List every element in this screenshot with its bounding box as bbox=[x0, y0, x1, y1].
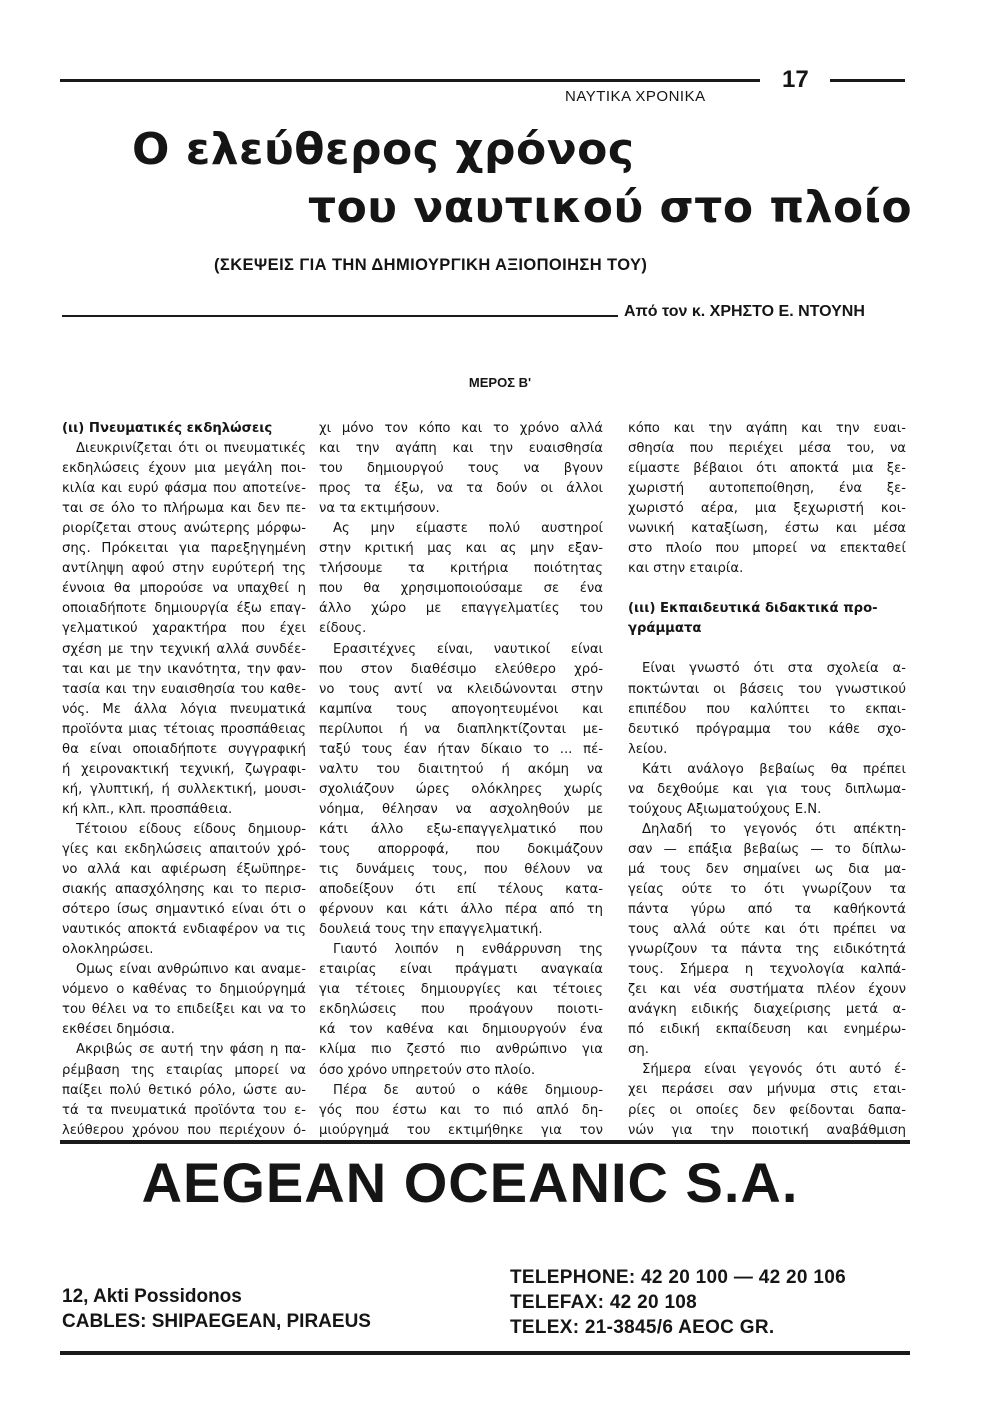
paragraph-line: ρέμβαση της εταιρίας μπορεί να bbox=[62, 1062, 306, 1078]
paragraph-line: ριορίζεται στους ανώτερης μόρφω- bbox=[62, 521, 306, 537]
paragraph-line: λείου. bbox=[628, 741, 668, 757]
paragraph-line: ζει και νέα συστήματα πλέον έχουν bbox=[628, 982, 906, 998]
paragraph-line: του θέλει να το επιδείξει και να το bbox=[62, 1002, 306, 1018]
paragraph-line: κόπο και την αγάπη και την ευαι- bbox=[628, 421, 906, 436]
paragraph-line: ρίες οι οποίες δεν φείδονται δαπα- bbox=[628, 1102, 906, 1118]
paragraph-line: δευτικό πρόγραμμα του κάθε σχο- bbox=[628, 721, 906, 737]
paragraph-line: θα είναι οποιαδήποτε συγγραφική bbox=[62, 741, 306, 757]
paragraph-line: καμπίνα τους απογοητευμένοι και bbox=[319, 701, 603, 717]
paragraph-line: όσο χρόνο υπηρετούν στο πλοίο. bbox=[319, 1062, 536, 1078]
paragraph-line: άλλο χώρο με επαγγελματίες του bbox=[319, 601, 603, 617]
paragraph-line: γνωρίζουν τα πάντα της ειδικότητά bbox=[628, 942, 906, 958]
paragraph-line: για τέτοιες δημιουργίες και τέτοιες bbox=[319, 982, 603, 998]
paragraph-line: κιλία και ευρύ φάσμα που αποτείνε- bbox=[62, 481, 306, 497]
paragraph-line: Γιαυτό λοιπόν η ενθάρρυνση της bbox=[333, 942, 603, 958]
paragraph-line: σχέση με την τεχνική αλλά συνδέε- bbox=[62, 641, 306, 657]
paragraph-line: γός που έστω και το πιό απλό δη- bbox=[319, 1102, 603, 1118]
paragraph-line: κλίμα πιο ζεστό πιο ανθρώπινο για bbox=[319, 1042, 603, 1058]
paragraph-line: ται σε όλο το πλήρωμα και δεν πε- bbox=[62, 501, 306, 517]
paragraph-line: εκδηλώσεις που προάγουν ποιοτι- bbox=[319, 1002, 603, 1018]
paragraph-line: περίλυποι ή να διαπληκτίζονται με- bbox=[319, 721, 603, 737]
advert-telex: TELEX: 21-3845/6 AEOC GR. bbox=[510, 1317, 775, 1338]
article-column-2 bbox=[319, 419, 603, 1141]
paragraph-line: νόμενο ο καθένας το δημιούργημά bbox=[62, 982, 306, 998]
paragraph-line: κά τον καθένα και δημιουργούν ένα bbox=[319, 1022, 603, 1038]
paragraph-line: να δεχθούμε και για τους διπλωμα- bbox=[628, 781, 906, 797]
paragraph-line: γείας ούτε το ότι γνωρίζουν τα bbox=[628, 881, 906, 897]
paragraph-line: γίες και εκδηλώσεις απαιτούν χρό- bbox=[62, 841, 306, 857]
paragraph-line: που θα χρησιμοποιούσαμε σε ένα bbox=[319, 581, 603, 597]
header-rule-left bbox=[60, 79, 760, 82]
paragraph-line: σαν — επάξια βεβαίως — το δίπλω- bbox=[628, 841, 906, 857]
paragraph-line: χι μόνο τον κόπο και το χρόνο αλλά bbox=[319, 421, 603, 436]
paragraph-line: ται και με την ικανότητα, την φαν- bbox=[62, 661, 306, 677]
paragraph-line: σθησία που περιέχει μέσα του, να bbox=[628, 441, 906, 457]
paragraph-line: και την αγάπη και την ευαισθησία bbox=[319, 441, 603, 457]
paragraph-line: νωνική καταξίωση, έστω και μέσα bbox=[628, 521, 906, 537]
advert-cables: CABLES: SHIPAEGEAN, PIRAEUS bbox=[62, 1311, 371, 1332]
advert-address: 12, Akti Possidonos bbox=[62, 1286, 242, 1307]
paragraph-line: αντίληψη αφού στην ευρύτερή της bbox=[62, 561, 306, 577]
page-number: 17 bbox=[782, 66, 809, 93]
paragraph-line: Πέρα δε αυτού ο κάθε δημιουρ- bbox=[333, 1082, 603, 1098]
paragraph-line: λεύθερου χρόνου που περιέχουν ό- bbox=[62, 1122, 306, 1138]
paragraph-line: νόημα, θέλησαν να ασχοληθούν με bbox=[319, 801, 603, 817]
paragraph-line: κή, γλυπτική, ή συλλεκτική, μουσι- bbox=[62, 781, 306, 797]
spacer bbox=[628, 579, 906, 599]
paragraph-line: Κάτι ανάλογο βεβαίως θα πρέπει bbox=[642, 761, 906, 777]
paragraph-line: προϊόντα μιας τέτοιας προσπάθειας bbox=[62, 721, 306, 737]
paragraph-line: παίξει πολύ θετικό ρόλο, ώστε αυ- bbox=[62, 1082, 306, 1098]
paragraph-line: τους αλλά ούτε και ότι πρέπει να bbox=[628, 922, 906, 938]
paragraph-line: οποιαδήποτε δημιουργία έξω επαγ- bbox=[62, 601, 306, 617]
paragraph-line: έννοια θα μπορούσε να υπαχθεί η bbox=[62, 581, 306, 597]
paragraph-line: προς τα έξω, να τα δούν οι άλλοι bbox=[319, 481, 603, 497]
article-title-line2: του ναυτικού στο πλοίο bbox=[308, 182, 913, 233]
paragraph-line: ανάγκη ειδικής διαχείρισης μετά α- bbox=[628, 1002, 906, 1018]
paragraph-line: χωριστή αυτοπεποίθηση, ένα ξε- bbox=[628, 481, 906, 497]
paragraph-line: Τέτοιου είδους είδους δημιουρ- bbox=[76, 821, 306, 837]
paragraph-line: αποδείξουν ότι επί τέλους κατα- bbox=[319, 882, 603, 898]
advert-bottom-rule bbox=[60, 1351, 910, 1355]
paragraph-line: τασία και την ευαισθησία του καθε- bbox=[62, 681, 306, 697]
paragraph-line: εκδηλώσεις έχουν μια μεγάλη ποι- bbox=[62, 461, 306, 477]
paragraph-line: κάτι άλλο εξω-επαγγελματικό που bbox=[319, 821, 603, 837]
paragraph-line: φέρνουν και κάτι άλλο πέρα από τη bbox=[319, 902, 603, 918]
advert-telefax: TELEFAX: 42 20 108 bbox=[510, 1292, 698, 1313]
paragraph-line: τις δυνάμεις τους, που θέλουν να bbox=[319, 862, 603, 878]
author-rule bbox=[62, 315, 618, 317]
paragraph-line: σιακής απασχόλησης και το περισ- bbox=[62, 882, 306, 898]
advert-company-name: AEGEAN OCEANIC S.A. bbox=[141, 1151, 799, 1214]
article-subtitle: (ΣΚΕΨΕΙΣ ΓΙΑ ΤΗΝ ΔΗΜΙΟΥΡΓΙΚΗ ΑΞΙΟΠΟΙΗΣΗ ΤΟΥ) bbox=[214, 256, 648, 274]
paragraph-line: μιούργημά του εκτιμήθηκε για τον bbox=[319, 1122, 603, 1138]
paragraph-line: χει περάσει σαν μήνυμα στις εται- bbox=[628, 1082, 906, 1098]
paragraph-line: εκθέσει δημόσια. bbox=[62, 1022, 175, 1038]
paragraph-line: δουλειά τους την επαγγελματική. bbox=[319, 922, 543, 938]
paragraph-line: τλήσουμε τα κριτήρια ποιότητας bbox=[319, 561, 603, 577]
paragraph-line: ποκτώνται οι βάσεις του γνωστικού bbox=[628, 681, 906, 697]
section-heading: γράμματα bbox=[628, 621, 702, 637]
author-byline: Από τον κ. ΧΡΗΣΤΟ Ε. ΝΤΟΥΝΗ bbox=[624, 303, 865, 320]
article-column-3 bbox=[628, 419, 906, 1141]
paragraph-line: νο αλλά και αφιέρωση έξωϋπηρε- bbox=[62, 862, 306, 878]
paragraph-line: νο τους αντί να κλειδώνονται στην bbox=[319, 681, 603, 697]
article-column-1 bbox=[62, 419, 306, 1141]
header-rule-right bbox=[830, 79, 905, 82]
magazine-name: ΝΑΥΤΙΚΑ ΧΡΟΝΙΚΑ bbox=[565, 88, 706, 105]
paragraph-line: σης. Πρόκειται για παρεξηγημένη bbox=[62, 541, 306, 557]
paragraph-line: είμαστε βέβαιοι ότι αποκτά μια ξε- bbox=[628, 461, 906, 477]
part-label: ΜΕΡΟΣ Β' bbox=[468, 375, 532, 390]
paragraph-line: ολοκληρώσει. bbox=[62, 942, 154, 958]
section-heading: (ιιι) Εκπαιδευτικά διδακτικά προ- bbox=[628, 601, 878, 617]
paragraph-line: και στην εταιρία. bbox=[628, 561, 744, 577]
paragraph-line: που στον διαθέσιμο ελεύθερο χρό- bbox=[319, 661, 603, 677]
paragraph-line: ση. bbox=[628, 1042, 649, 1058]
paragraph-line: τούχους Αξιωματούχους Ε.Ν. bbox=[628, 801, 822, 817]
paragraph-line: τους απορροφά, που δοκιμάζουν bbox=[319, 841, 603, 857]
advert-top-rule bbox=[60, 1140, 910, 1144]
paragraph-line: ναλτυ του διαιτητού ή ακόμη να bbox=[319, 761, 603, 777]
section-heading: (ιι) Πνευματικές εκδηλώσεις bbox=[62, 421, 273, 436]
paragraph-line: κή κλπ., κλπ. προσπάθεια. bbox=[62, 801, 233, 817]
paragraph-line: γελματικού χαρακτήρα που έχει bbox=[62, 621, 306, 637]
paragraph-line: πό ειδική εκπαίδευση και ενημέρω- bbox=[628, 1022, 906, 1038]
paragraph-line: ταξύ τους έαν ήταν δίκαιο το ... πέ- bbox=[319, 741, 603, 757]
paragraph-line: σότερο ίσως σημαντικό είναι ότι ο bbox=[62, 902, 306, 918]
paragraph-line: τά τα πνευματικά προϊόντα του ε- bbox=[62, 1102, 306, 1118]
paragraph-line: επιπέδου που καλύπτει το εκπαι- bbox=[628, 701, 906, 717]
article-title-line1: Ο ελεύθερος χρόνος bbox=[132, 124, 635, 175]
paragraph-line: πάντα γύρω από τα καθήκοντά bbox=[628, 902, 906, 918]
paragraph-line: Δηλαδή το γεγονός ότι απέκτη- bbox=[642, 821, 906, 837]
paragraph-line: σχολιάζουν ώρες ολόκληρες χωρίς bbox=[319, 781, 603, 797]
paragraph-line: στο πλοίο που μπορεί να επεκταθεί bbox=[628, 541, 906, 557]
paragraph-line: Ας μην είμαστε πολύ αυστηροί bbox=[333, 521, 603, 537]
paragraph-line: νών για την ποιοτική αναβάθμιση bbox=[628, 1122, 906, 1138]
paragraph-line: του δημιουργού τους να βγουν bbox=[319, 461, 603, 477]
paragraph-line: Ομως είναι ανθρώπινο και αναμε- bbox=[76, 962, 306, 978]
spacer bbox=[628, 639, 906, 659]
paragraph-line: Ακριβώς σε αυτή την φάση η πα- bbox=[76, 1042, 306, 1058]
paragraph-line: Σήμερα είναι γεγονός ότι αυτό έ- bbox=[642, 1062, 906, 1078]
advert-telephone: TELEPHONE: 42 20 100 — 42 20 106 bbox=[510, 1267, 846, 1288]
paragraph-line: ναυτικός αποκτά ενδιαφέρον να τις bbox=[62, 922, 306, 938]
paragraph-line: μά τους δεν σημαίνει ως δια μα- bbox=[628, 861, 906, 877]
paragraph-line: Ερασιτέχνες είναι, ναυτικοί είναι bbox=[333, 641, 603, 657]
paragraph-line: εταιρίας είναι πράγματι αναγκαία bbox=[319, 962, 603, 978]
paragraph-line: είδους. bbox=[319, 621, 367, 637]
paragraph-line: ή χειρονακτική τεχνική, ζωγραφι- bbox=[62, 761, 306, 777]
paragraph-line: Διευκρινίζεται ότι οι πνευματικές bbox=[76, 441, 306, 457]
paragraph-line: στην κριτική μας και ας μην εξαν- bbox=[319, 541, 603, 557]
paragraph-line: τους. Σήμερα η τεχνολογία καλπά- bbox=[628, 962, 906, 978]
paragraph-line: Είναι γνωστό ότι στα σχολεία α- bbox=[642, 661, 906, 677]
paragraph-line: χωριστό αέρα, μια ξεχωριστή κοι- bbox=[628, 501, 906, 517]
paragraph-line: να τα εκτιμήσουν. bbox=[319, 501, 440, 517]
paragraph-line: νός. Με άλλα λόγια πνευματικά bbox=[62, 701, 306, 717]
